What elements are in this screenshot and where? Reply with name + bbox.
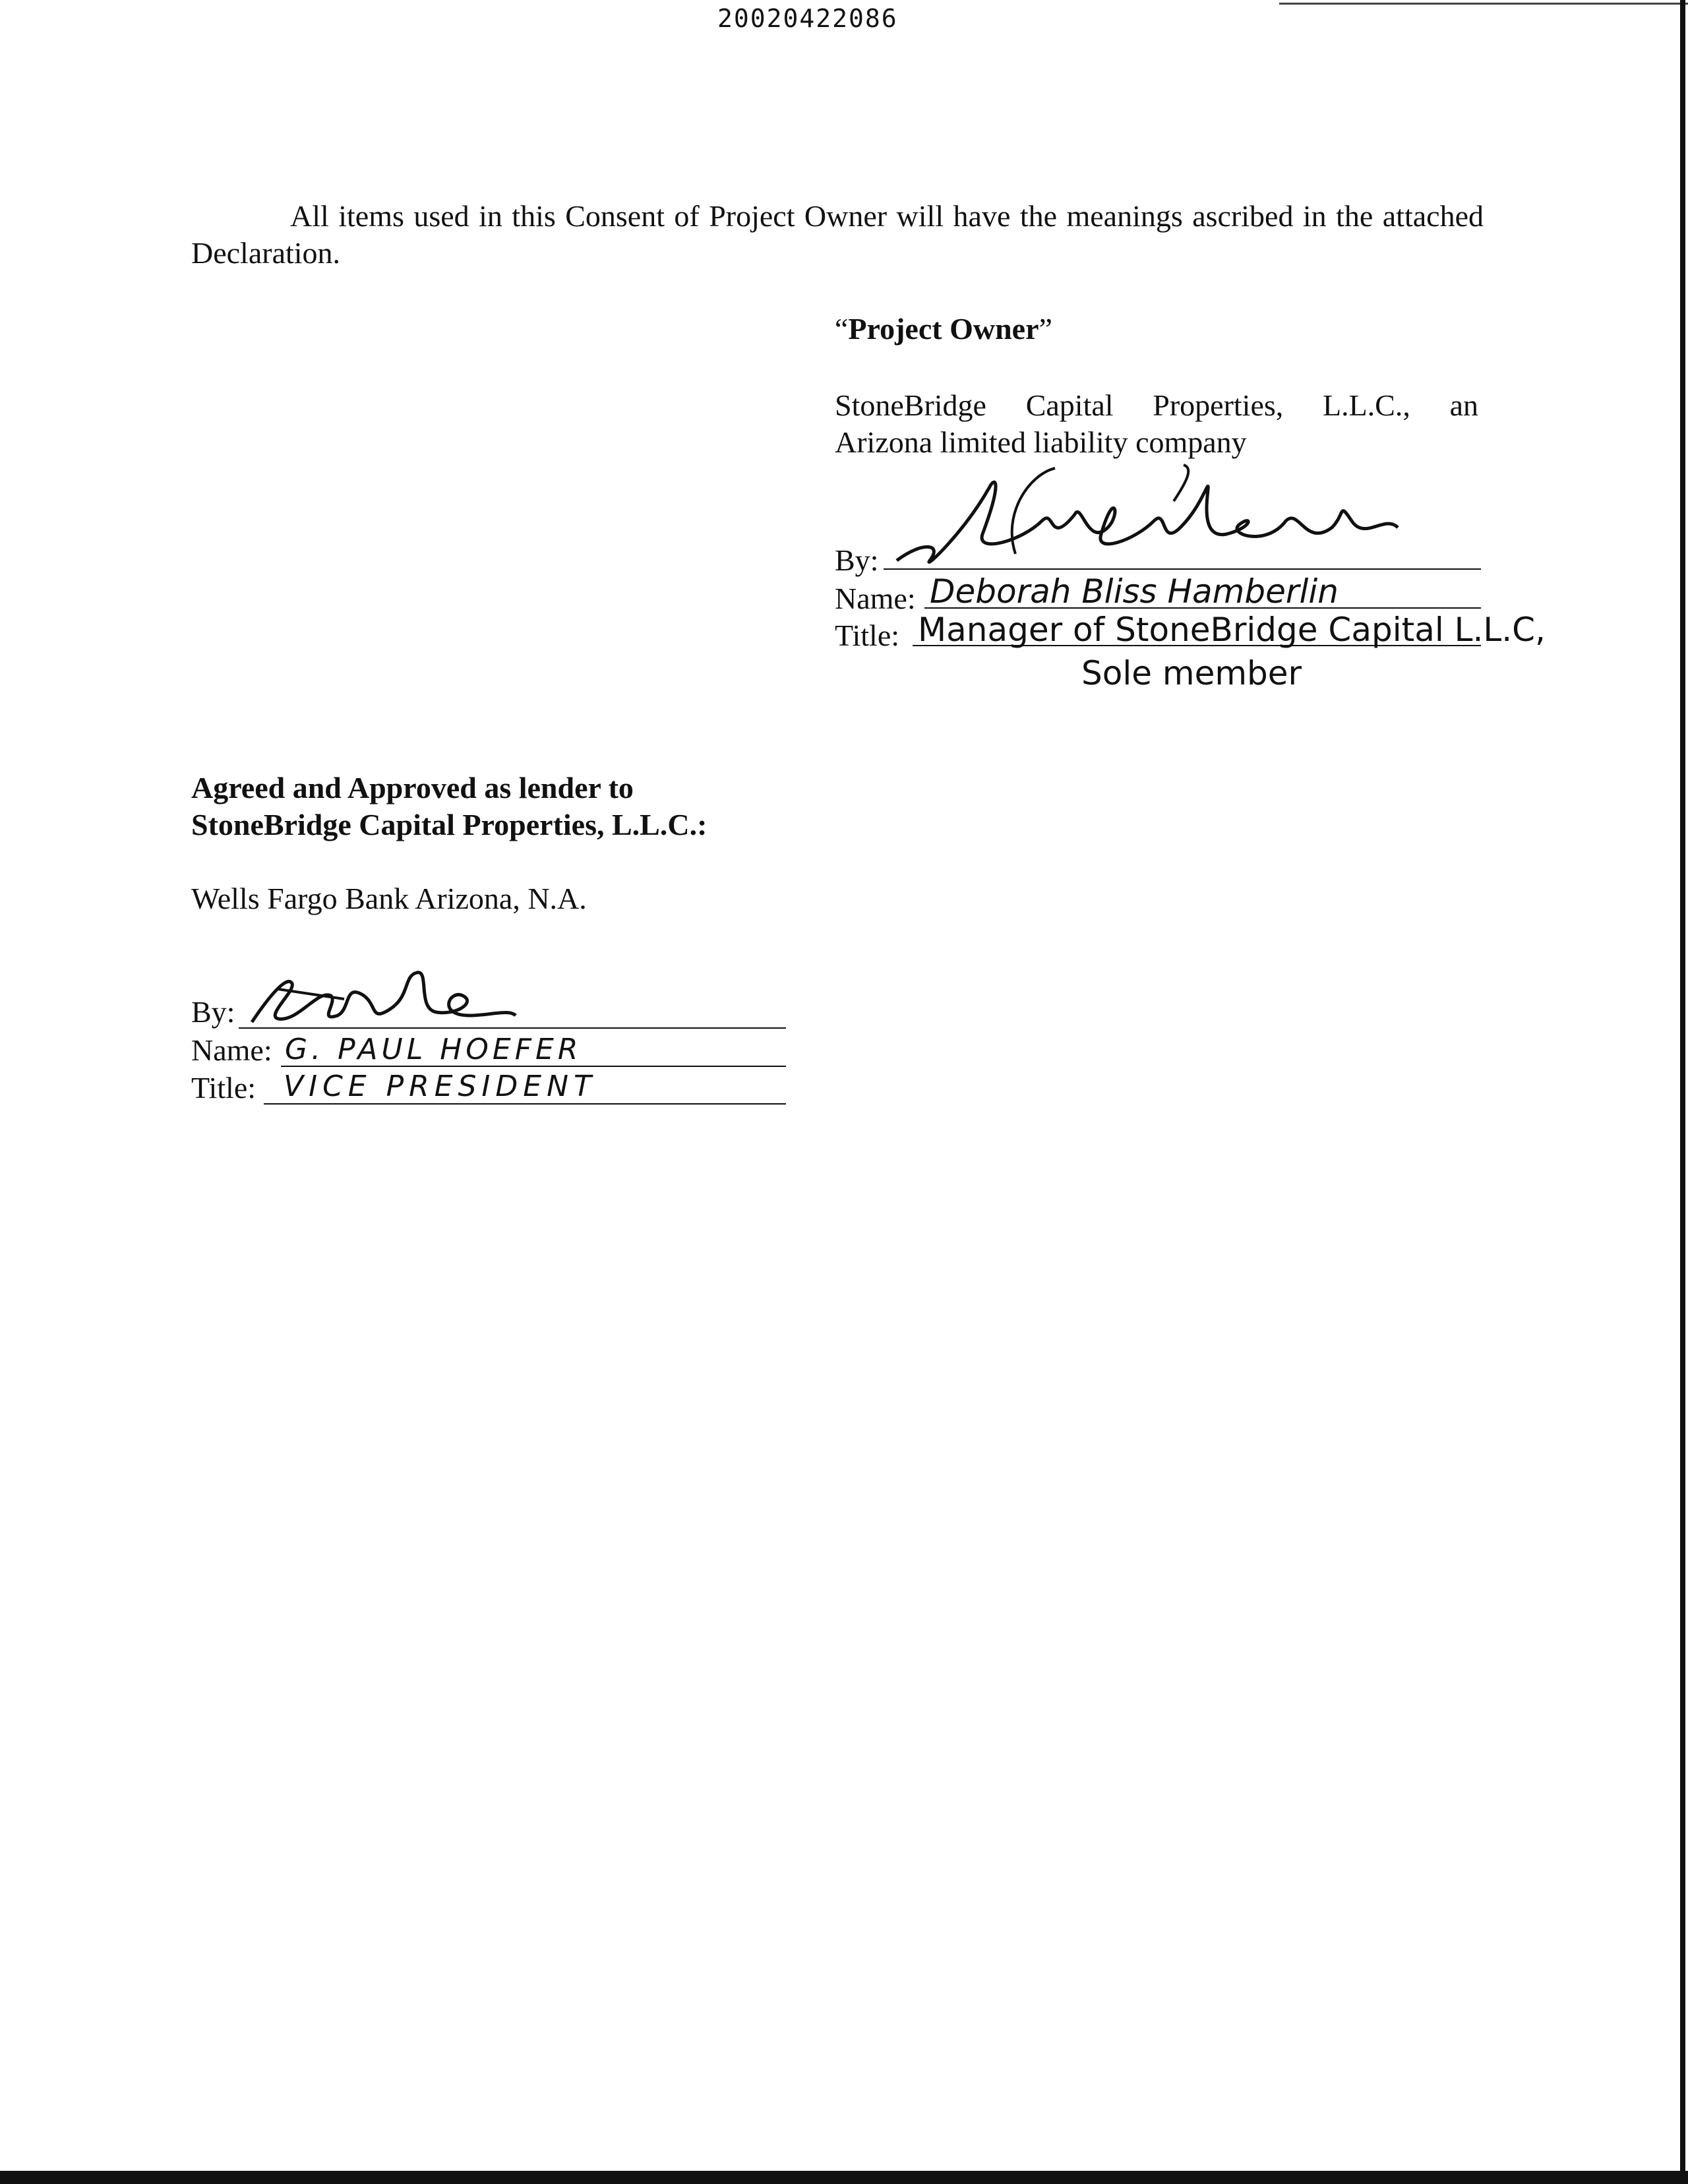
owner-title-handwritten: Manager of StoneBridge Capital L.L.C, xyxy=(918,611,1546,649)
lender-bank-name: Wells Fargo Bank Arizona, N.A. xyxy=(191,882,587,915)
scan-edge-line xyxy=(1279,3,1688,5)
lender-heading-line-2: StoneBridge Capital Properties, L.L.C.: xyxy=(191,808,708,841)
lender-title-line xyxy=(264,1103,786,1105)
scan-bottom-border xyxy=(0,2171,1688,2184)
lender-title-label: Title: xyxy=(191,1071,256,1105)
company-line-1 xyxy=(835,387,1478,424)
lender-name-label: Name: xyxy=(191,1033,272,1067)
owner-title-label: Title: xyxy=(835,619,900,652)
company-line-2: Arizona limited liability company xyxy=(835,425,1247,459)
lender-heading xyxy=(191,770,707,843)
owner-name-label: Name: xyxy=(835,582,916,615)
owner-signature xyxy=(884,462,1477,580)
intro-paragraph xyxy=(191,198,1484,272)
open-quote: “ xyxy=(835,312,849,346)
company-word: Capital xyxy=(1025,388,1114,422)
lender-title-handwritten: VICE PRESIDENT xyxy=(284,1070,597,1103)
lender-by-label: By: xyxy=(191,995,235,1029)
project-owner-heading xyxy=(835,311,1052,346)
owner-by-label: By: xyxy=(835,543,879,577)
lender-heading-line-1: Agreed and Approved as lender to xyxy=(191,771,634,804)
scan-right-border xyxy=(1680,0,1685,2184)
lender-signature xyxy=(239,963,542,1035)
project-owner-company xyxy=(835,387,1478,461)
owner-title-handwritten-line-2: Sole member xyxy=(1081,654,1302,692)
project-owner-heading-text: Project Owner xyxy=(848,312,1039,346)
company-word: an xyxy=(1449,388,1478,422)
company-word: Properties, xyxy=(1153,388,1284,422)
intro-text: All items used in this Consent of Project Owner will have the meanings ascribed in the attached Declaration. xyxy=(191,199,1484,270)
close-quote: ” xyxy=(1039,312,1052,346)
company-word: L.L.C., xyxy=(1322,388,1410,422)
lender-name-handwritten: G. PAUL HOEFER xyxy=(285,1033,582,1066)
document-number: 20020422086 xyxy=(717,4,898,33)
company-word: StoneBridge xyxy=(835,388,986,422)
owner-name-handwritten: Deborah Bliss Hamberlin xyxy=(930,572,1339,611)
